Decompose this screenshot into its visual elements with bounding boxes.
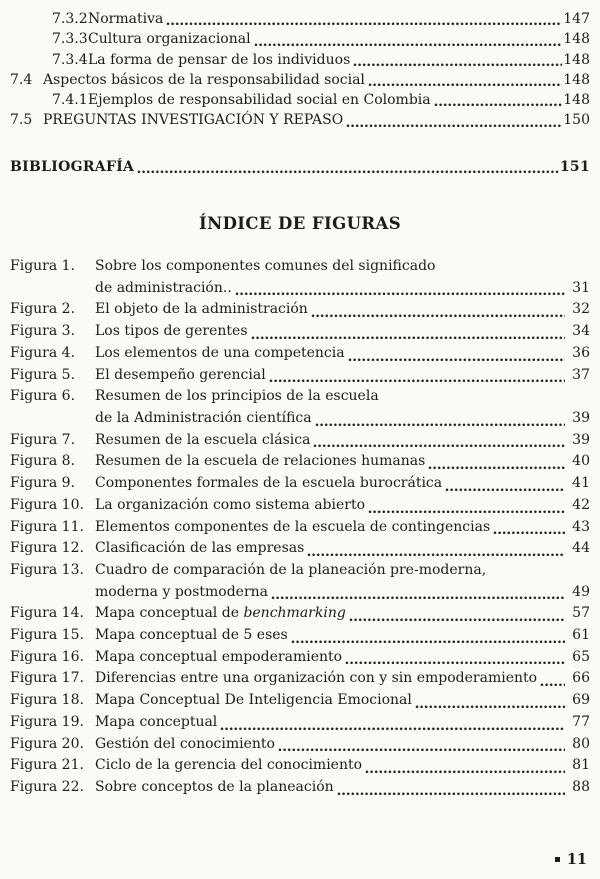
page-number: 148 <box>563 92 590 109</box>
figure-entry-label: Figura 3. <box>10 323 76 340</box>
figure-entry-text: Resumen de los principios de la escuela <box>95 388 379 405</box>
toc-entry-number: 7.3.3 <box>52 31 88 48</box>
figure-entry-label: Figura 19. <box>10 713 84 730</box>
page-number: 39 <box>572 410 590 426</box>
figure-entry-text: Resumen de la escuela de relaciones humanas <box>95 453 426 470</box>
figure-entry-text-wrap <box>95 365 266 387</box>
figure-entry-text: Mapa conceptual <box>95 713 218 730</box>
figure-entry <box>10 538 590 560</box>
figure-entry-label: Figura 4. <box>10 344 76 361</box>
figure-entry <box>10 560 590 582</box>
page-number: 148 <box>563 51 590 68</box>
figure-entry-text: Ciclo de la gerencia del conocimiento <box>95 757 363 774</box>
page-number: 37 <box>572 366 590 383</box>
figure-entry <box>10 712 590 734</box>
page-number: 80 <box>572 735 590 752</box>
figure-entry-label: Figura 5. <box>10 366 76 383</box>
figure-entry-text-wrap <box>95 755 362 777</box>
figure-entry-text-wrap <box>95 299 308 321</box>
figure-entry-text: Mapa conceptual de 5 eses <box>95 627 288 644</box>
figure-entry-text-wrap <box>95 734 275 756</box>
figure-entry-label: Figura 18. <box>10 692 84 709</box>
toc-entry-label: PREGUNTAS INVESTIGACIÓN Y REPASO <box>43 112 344 129</box>
figure-entry-label: Figura 12. <box>10 540 84 557</box>
dot-leader <box>307 552 565 557</box>
dot-leader <box>220 726 565 731</box>
dot-leader <box>368 509 565 514</box>
figure-entry-text-wrap <box>95 321 248 343</box>
toc-entry-label: Cultura organizacional <box>88 31 251 48</box>
figure-entry <box>10 668 590 690</box>
figure-entry <box>10 647 590 669</box>
figure-entry-text: Mapa Conceptual De Inteligencia Emocional <box>95 692 412 709</box>
dot-leader <box>445 487 565 492</box>
toc-entry-label: Normativa <box>88 11 164 27</box>
figure-entry-text-wrap <box>95 625 288 647</box>
page-number: 77 <box>572 713 590 730</box>
figure-entry <box>10 495 590 517</box>
figure-entry-label: Figura 1. <box>10 258 76 275</box>
figure-entry-text-wrap <box>95 538 304 560</box>
figure-entry-text-wrap <box>95 517 490 539</box>
page-number: 40 <box>572 453 590 470</box>
toc-entry <box>10 50 590 70</box>
dot-leader <box>269 378 565 383</box>
figure-entry-text: Cuadro de comparación de la planeación pre-moderna, <box>95 561 487 578</box>
figure-entry-label: Figura 17. <box>10 670 84 687</box>
page-number: 49 <box>572 583 590 600</box>
toc-entry-number: 7.4.1 <box>52 92 88 109</box>
figure-entry <box>10 321 590 343</box>
figure-entry <box>10 473 590 495</box>
bibliography-label: BIBLIOGRAFÍA <box>10 158 135 175</box>
page-number: 44 <box>572 540 590 557</box>
figure-entry <box>10 517 590 539</box>
figure-entry <box>10 430 590 452</box>
page-number: 43 <box>572 518 590 535</box>
dot-leader <box>311 313 565 318</box>
page-number: 148 <box>563 71 590 88</box>
figure-entry-label: Figura 11. <box>10 518 84 535</box>
figure-entry-text: Mapa conceptual empoderamiento <box>95 648 343 665</box>
figure-entry-text: de administración.. <box>95 279 232 296</box>
toc-entry-label: La forma de pensar de los individuos <box>88 51 351 68</box>
figure-entry-text-wrap <box>95 343 345 365</box>
page-number: 151 <box>559 158 590 175</box>
toc-entry <box>10 9 590 29</box>
figure-entry <box>10 625 590 647</box>
figure-entry <box>10 365 590 387</box>
dot-leader <box>337 791 565 796</box>
figure-entry-text: Sobre conceptos de la planeación <box>95 778 334 795</box>
toc-continuation <box>10 9 590 131</box>
figure-entry <box>10 256 590 278</box>
figure-entry-text: Los tipos de gerentes <box>95 323 248 340</box>
figure-entry-label: Figura 2. <box>10 301 76 318</box>
figure-entry-text-wrap <box>95 495 365 517</box>
figure-entry-label: Figura 10. <box>10 496 84 513</box>
figure-entry-text-wrap <box>95 582 268 604</box>
figure-entry-text: Resumen de la escuela clásica <box>95 431 311 448</box>
dot-leader <box>346 123 562 128</box>
figures-index-title: ÍNDICE DE FIGURAS <box>198 214 402 234</box>
figure-entry-label: Figura 14. <box>10 605 84 622</box>
dot-leader <box>254 42 563 47</box>
figure-entry <box>10 299 590 321</box>
toc-entry-number: 7.3.4 <box>52 51 88 68</box>
toc-entry-number: 7.5 <box>10 112 33 129</box>
figure-entry <box>10 603 590 625</box>
page-number: 88 <box>572 778 590 795</box>
figure-entry-text-wrap <box>95 560 486 582</box>
figure-entry <box>10 408 590 430</box>
figure-entry-text-wrap <box>95 430 310 452</box>
toc-entry <box>10 110 590 130</box>
figure-entry <box>10 451 590 473</box>
page-number: 31 <box>572 279 590 296</box>
figure-entry-label: Figura 22. <box>10 778 84 795</box>
figure-entry-label: Figura 16. <box>10 648 84 665</box>
figure-entry-text: La organización como sistema abierto <box>95 496 366 513</box>
figure-entry <box>10 278 590 300</box>
figure-entry-label: Figura 21. <box>10 757 84 774</box>
toc-entry-number: 7.3.2 <box>52 11 88 27</box>
dot-leader <box>166 21 562 26</box>
dot-leader <box>434 102 563 107</box>
page-number: 36 <box>572 344 590 361</box>
dot-leader <box>315 422 565 427</box>
figure-entry-text-wrap <box>95 408 312 430</box>
toc-entry <box>10 90 590 110</box>
dot-leader <box>365 769 565 774</box>
toc-entry <box>10 29 590 49</box>
dot-leader <box>368 82 562 87</box>
figure-entry-text-wrap <box>95 278 232 300</box>
figure-entry-text: Elementos componentes de la escuela de contingencias <box>95 518 491 535</box>
figure-entry-text-wrap <box>95 712 217 734</box>
page-footer <box>555 851 587 868</box>
figure-entry-label: Figura 8. <box>10 453 76 470</box>
toc-entry-label: Ejemplos de responsabilidad social en Colombia <box>88 92 431 109</box>
page-number: 66 <box>572 670 590 687</box>
page-number: 81 <box>572 757 590 774</box>
figure-entry-text: moderna y postmoderna <box>95 583 269 600</box>
figure-entry <box>10 343 590 365</box>
figure-entry-text-wrap <box>95 668 537 690</box>
page-number: 148 <box>563 31 590 48</box>
figure-entry-label: Figura 15. <box>10 627 84 644</box>
figure-entry-label: Figura 9. <box>10 475 76 492</box>
page-number: 65 <box>572 648 590 665</box>
toc-entry-number: 7.4 <box>10 71 33 88</box>
figure-entry-text: El objeto de la administración <box>95 301 308 318</box>
figure-entry-text-wrap <box>95 647 342 669</box>
page-number: 57 <box>572 605 590 622</box>
dot-leader <box>278 747 565 752</box>
figure-entry-text: de la Administración científica <box>95 410 312 426</box>
page-number: 147 <box>563 11 590 27</box>
dot-leader <box>251 335 565 340</box>
page-number: 61 <box>572 627 590 644</box>
bibliography-entry <box>10 157 590 177</box>
figures-list <box>10 256 590 799</box>
figure-entry-text: Diferencias entre una organización con y sin empoderamiento <box>95 670 538 687</box>
figure-entry-label: Figura 20. <box>10 735 84 752</box>
dot-leader <box>493 530 565 535</box>
figure-entry-text-wrap <box>95 386 379 408</box>
figure-entry-text-wrap <box>95 473 442 495</box>
figure-entry <box>10 386 590 408</box>
figure-entry-label: Figura 7. <box>10 431 76 448</box>
figure-entry <box>10 582 590 604</box>
page-number: 150 <box>563 112 590 129</box>
figure-entry-text-wrap <box>95 603 346 625</box>
dot-leader <box>415 704 565 709</box>
footer-bullet-icon <box>555 857 560 862</box>
figure-entry-text: Componentes formales de la escuela burocrática <box>95 475 443 492</box>
figure-entry-text-wrap <box>95 451 425 473</box>
figure-entry-text-wrap <box>95 256 435 278</box>
figure-entry-text: Clasificación de las empresas <box>95 540 305 557</box>
figure-entry-label: Figura 13. <box>10 561 84 578</box>
figure-entry-text: Sobre los componentes comunes del significado <box>95 258 436 275</box>
figure-entry-text: Mapa conceptual de <box>95 605 244 622</box>
dot-leader <box>353 62 562 67</box>
dot-leader <box>540 682 565 687</box>
figure-entry <box>10 755 590 777</box>
figure-entry <box>10 690 590 712</box>
dot-leader <box>348 357 565 362</box>
figure-entry <box>10 777 590 799</box>
toc-entry <box>10 70 590 90</box>
figure-entry <box>10 734 590 756</box>
figure-entry-text: Los elementos de una competencia <box>95 344 345 361</box>
toc-entry-label: Aspectos básicos de la responsabilidad social <box>43 71 365 88</box>
dot-leader <box>291 639 565 644</box>
page-number: 32 <box>572 301 590 318</box>
dot-leader <box>235 291 565 296</box>
dot-leader <box>428 465 565 470</box>
page-number: 34 <box>572 323 590 340</box>
figure-entry-text-italic: benchmarking <box>243 605 346 622</box>
dot-leader <box>345 660 565 665</box>
figure-entry-text-wrap <box>95 690 412 712</box>
footer-page-number: 11 <box>566 851 587 868</box>
figure-entry-label: Figura 6. <box>10 388 76 405</box>
page-number: 39 <box>572 431 590 448</box>
figure-entry-text-wrap <box>95 777 334 799</box>
figure-entry-text: Gestión del conocimiento <box>95 735 275 752</box>
page-number: 69 <box>572 692 590 709</box>
dot-leader <box>271 595 565 600</box>
page-number: 42 <box>572 496 590 513</box>
page-number: 41 <box>572 475 590 492</box>
figure-entry-text: El desempeño gerencial <box>95 366 266 383</box>
dot-leader <box>137 169 559 174</box>
dot-leader <box>313 443 565 448</box>
dot-leader <box>349 617 565 622</box>
